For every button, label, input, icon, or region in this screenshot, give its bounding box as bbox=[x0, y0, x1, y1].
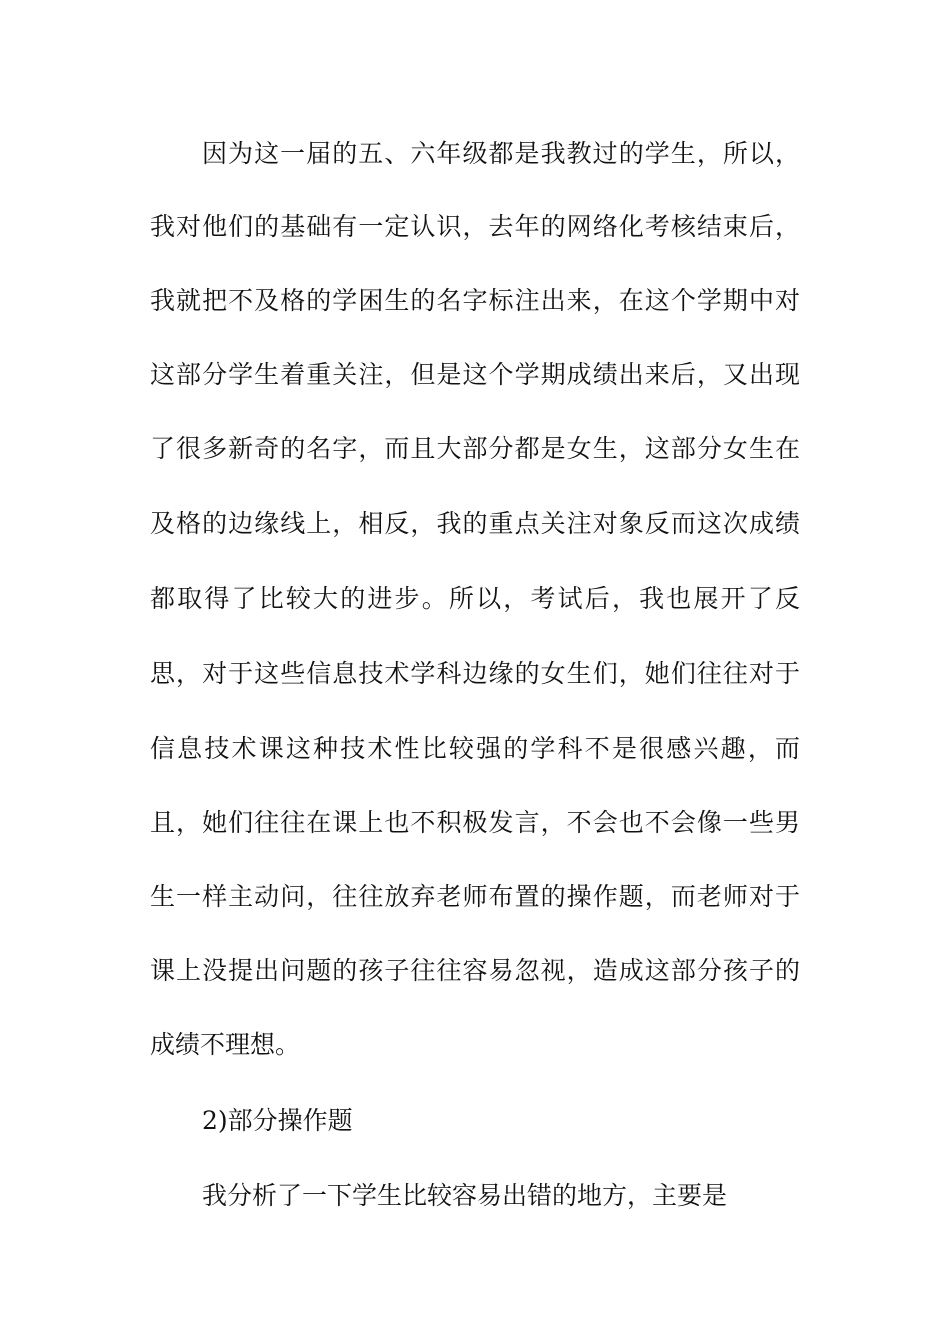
paragraph-line: 且，她们往往在课上也不积极发言，不会也不会像一些男 bbox=[150, 808, 800, 837]
section-heading: 2)部分操作题 bbox=[202, 1106, 353, 1135]
paragraph-line: 都取得了比较大的进步。所以，考试后，我也展开了反 bbox=[150, 584, 800, 613]
paragraph-line: 思，对于这些信息技术学科边缘的女生们，她们往往对于 bbox=[150, 659, 800, 688]
paragraph-line: 这部分学生着重关注，但是这个学期成绩出来后，又出现 bbox=[150, 360, 800, 389]
paragraph-line: 课上没提出问题的孩子往往容易忽视，造成这部分孩子的 bbox=[150, 956, 800, 985]
paragraph-line: 我就把不及格的学困生的名字标注出来，在这个学期中对 bbox=[150, 286, 800, 315]
paragraph-line: 我分析了一下学生比较容易出错的地方，主要是 bbox=[202, 1181, 728, 1210]
paragraph-line: 及格的边缘线上，相反，我的重点关注对象反而这次成绩 bbox=[150, 509, 800, 538]
paragraph-line: 信息技术课这种技术性比较强的学科不是很感兴趣，而 bbox=[150, 734, 800, 763]
paragraph-line: 我对他们的基础有一定认识，去年的网络化考核结束后， bbox=[150, 212, 800, 241]
paragraph-line: 因为这一届的五、六年级都是我教过的学生，所以， bbox=[202, 139, 800, 168]
paragraph-line: 生一样主动问，往往放弃老师布置的操作题，而老师对于 bbox=[150, 882, 800, 911]
paragraph-line: 成绩不理想。 bbox=[150, 1030, 301, 1059]
paragraph-line: 了很多新奇的名字，而且大部分都是女生，这部分女生在 bbox=[150, 434, 800, 463]
